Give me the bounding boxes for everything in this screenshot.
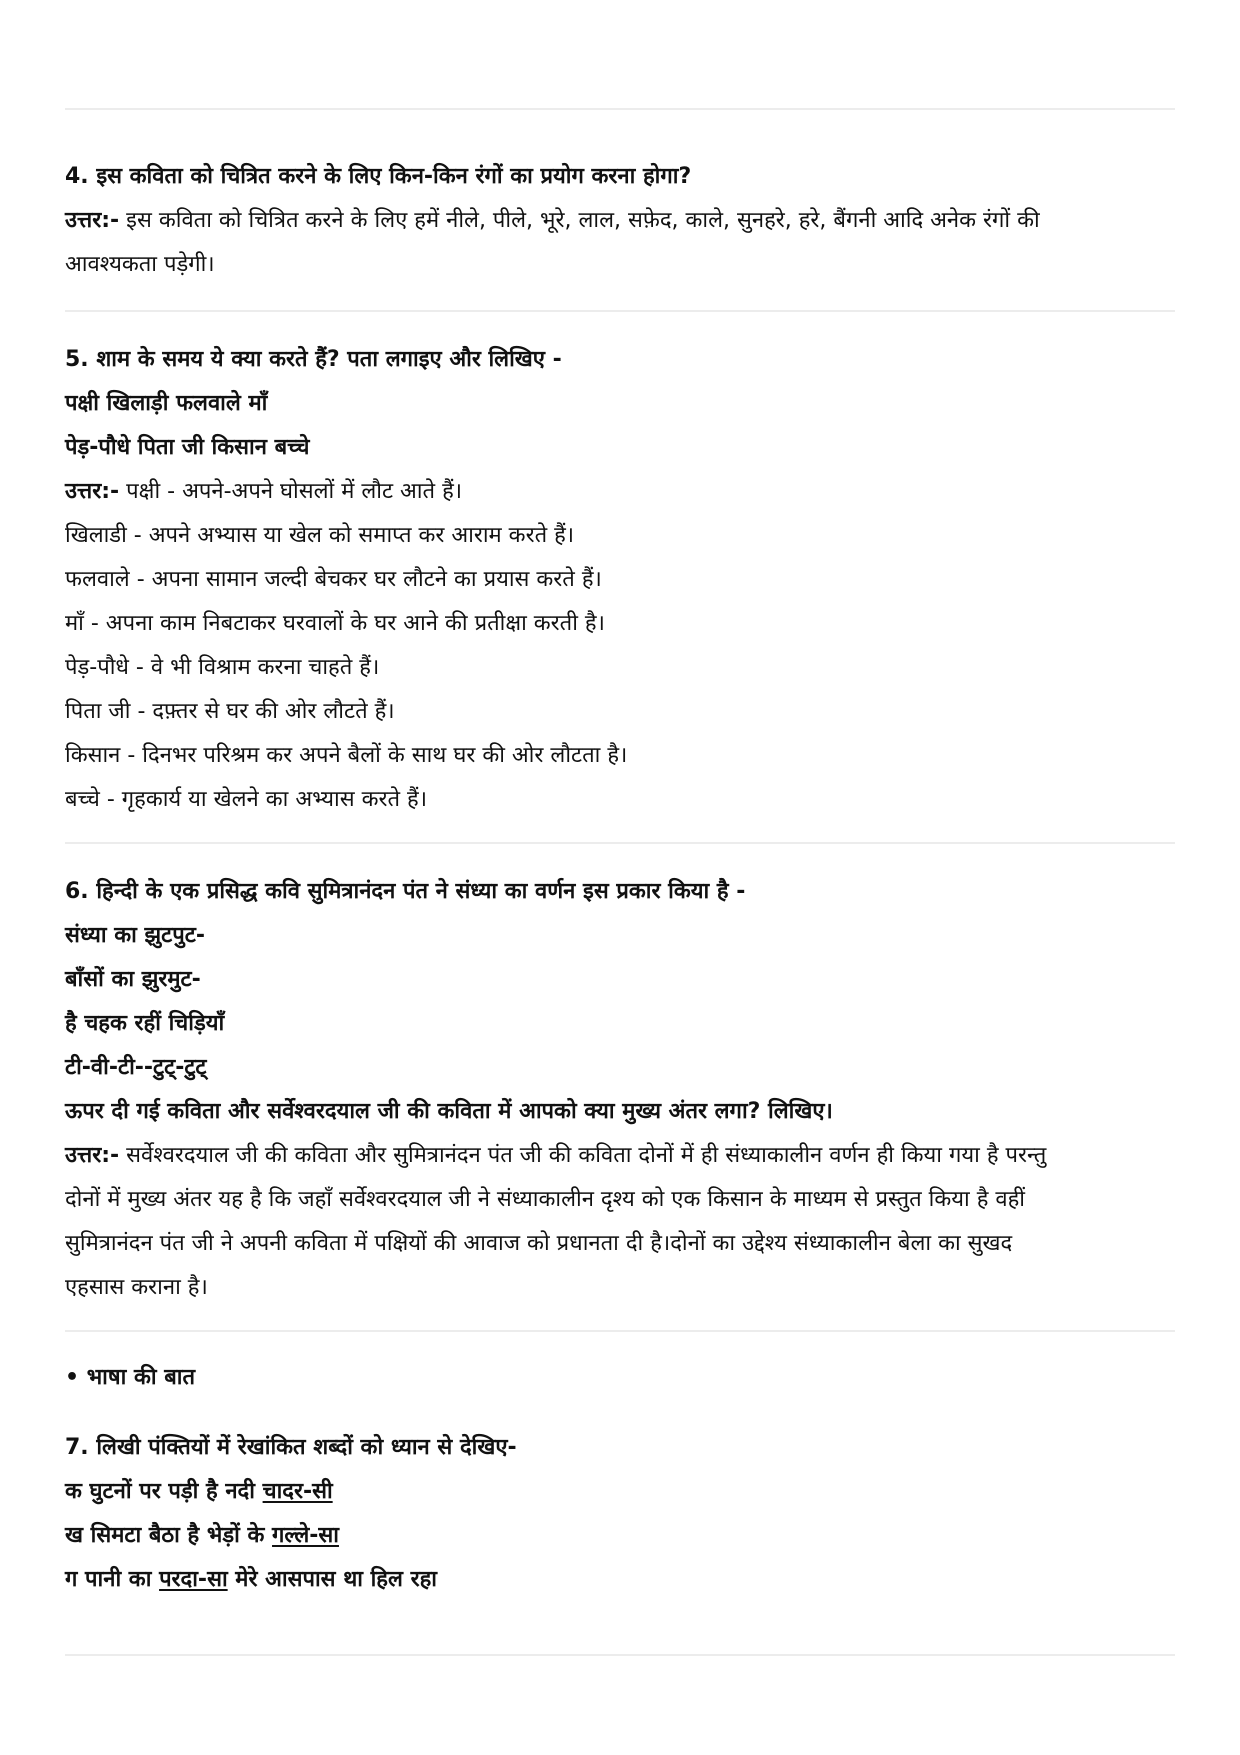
divider	[65, 842, 1175, 844]
q7-line-c	[65, 1558, 1175, 1602]
q7-line-c-text-end: मेरे आसपास था हिल रहा	[227, 1567, 437, 1592]
answer-6-line-4: एहसास कराना है।	[65, 1275, 208, 1300]
divider	[65, 310, 1175, 312]
answer-label: उत्तर:-	[65, 1143, 120, 1168]
question-7: 7. लिखी पंक्तियों में रेखांकित शब्दों को ध्यान से देखिए-	[65, 1435, 517, 1460]
answer-6-line-1	[65, 1134, 1175, 1178]
question-6-prompt: ऊपर दी गई कविता और सर्वेश्वरदयाल जी की कविता में आपको क्या मुख्य अंतर लगा? लिखिए।	[65, 1099, 833, 1124]
divider	[65, 108, 1175, 110]
answer-label: उत्तर:-	[65, 208, 120, 233]
poem-line: बाँसों का झुरमुट-	[65, 967, 201, 992]
answer-5-item: खिलाडी - अपने अभ्यास या खेल को समाप्त कर आराम करते हैं।	[65, 523, 575, 548]
question-5-list-1: पक्षी खिलाड़ी फलवाले माँ	[65, 391, 268, 416]
section-heading: • भाषा की बात	[65, 1365, 196, 1390]
answer-5-item: किसान - दिनभर परिश्रम कर अपने बैलों के साथ घर की ओर लौटता है।	[65, 743, 628, 768]
poem-line: संध्या का झुटपुट-	[65, 923, 205, 948]
answer-5-item: बच्चे - गृहकार्य या खेलने का अभ्यास करते हैं।	[65, 787, 428, 812]
question-5-list-2: पेड़-पौधे पिता जी किसान बच्चे	[65, 435, 310, 460]
underlined-word: गल्ले-सा	[272, 1523, 339, 1548]
answer-6-line-2: दोनों में मुख्य अंतर यह है कि जहाँ सर्वेश्वरदयाल जी ने संध्याकालीन दृश्य को एक किसान के माध्यम से प्रस्तुत किया है वहीं	[65, 1187, 1025, 1212]
answer-4-line-1	[65, 199, 1175, 243]
question-4-block	[65, 155, 1175, 287]
question-6: 6. हिन्दी के एक प्रसिद्ध कवि सुमित्रानंदन पंत ने संध्या का वर्णन इस प्रकार किया है -	[65, 879, 746, 904]
question-4: 4. इस कविता को चित्रित करने के लिए किन-किन रंगों का प्रयोग करना होगा?	[65, 164, 692, 189]
q7-line-b-text: ख सिमटा बैठा है भेड़ों के	[65, 1523, 273, 1548]
underlined-word: चादर-सी	[262, 1479, 333, 1504]
answer-4-line-2: आवश्यकता पड़ेगी।	[65, 252, 215, 277]
question-7-block	[65, 1426, 1175, 1602]
q7-line-a	[65, 1470, 1175, 1514]
answer-5-item: पिता जी - दफ़्तर से घर की ओर लौटते हैं।	[65, 699, 395, 724]
answer-6-line-3: सुमित्रानंदन पंत जी ने अपनी कविता में पक्षियों की आवाज को प्रधानता दी है।दोनों का उद्देश्य संध्याकालीन बेला का सुखद	[65, 1231, 1013, 1256]
divider	[65, 1654, 1175, 1656]
answer-5-item: पेड़-पौधे - वे भी विश्राम करना चाहते हैं।	[65, 655, 380, 680]
question-5-block	[65, 338, 1175, 822]
poem-line: टी-वी-टी--टुट्-टुट्	[65, 1055, 207, 1080]
answer-4-text-1: इस कविता को चित्रित करने के लिए हमें नीले, पीले, भूरे, लाल, सफ़ेद, काले, सुनहरे, हरे, बैंगनी आदि अनेक रंगों की	[119, 208, 1040, 233]
question-6-block	[65, 870, 1175, 1310]
section-block	[65, 1356, 1175, 1400]
answer-5-text-1: पक्षी - अपने-अपने घोसलों में लौट आते हैं।	[119, 479, 463, 504]
q7-line-a-text: क घुटनों पर पड़ी है नदी	[65, 1479, 263, 1504]
answer-5-item: माँ - अपना काम निबटाकर घरवालों के घर आने की प्रतीक्षा करती है।	[65, 611, 605, 636]
underlined-word: परदा-सा	[159, 1567, 228, 1592]
answer-6-text-1: सर्वेश्वरदयाल जी की कविता और सुमित्रानंदन पंत जी की कविता दोनों में ही संध्याकालीन वर्णन ही किया गया है परन्तु	[119, 1143, 1047, 1168]
answer-5-item: फलवाले - अपना सामान जल्दी बेचकर घर लौटने का प्रयास करते हैं।	[65, 567, 602, 592]
divider	[65, 1330, 1175, 1332]
poem-line: है चहक रहीं चिड़ियाँ	[65, 1011, 225, 1036]
q7-line-b	[65, 1514, 1175, 1558]
question-5: 5. शाम के समय ये क्या करते हैं? पता लगाइए और लिखिए -	[65, 347, 562, 372]
q7-line-c-text: ग पानी का	[65, 1567, 160, 1592]
answer-5-line-1	[65, 470, 1175, 514]
answer-label: उत्तर:-	[65, 479, 120, 504]
